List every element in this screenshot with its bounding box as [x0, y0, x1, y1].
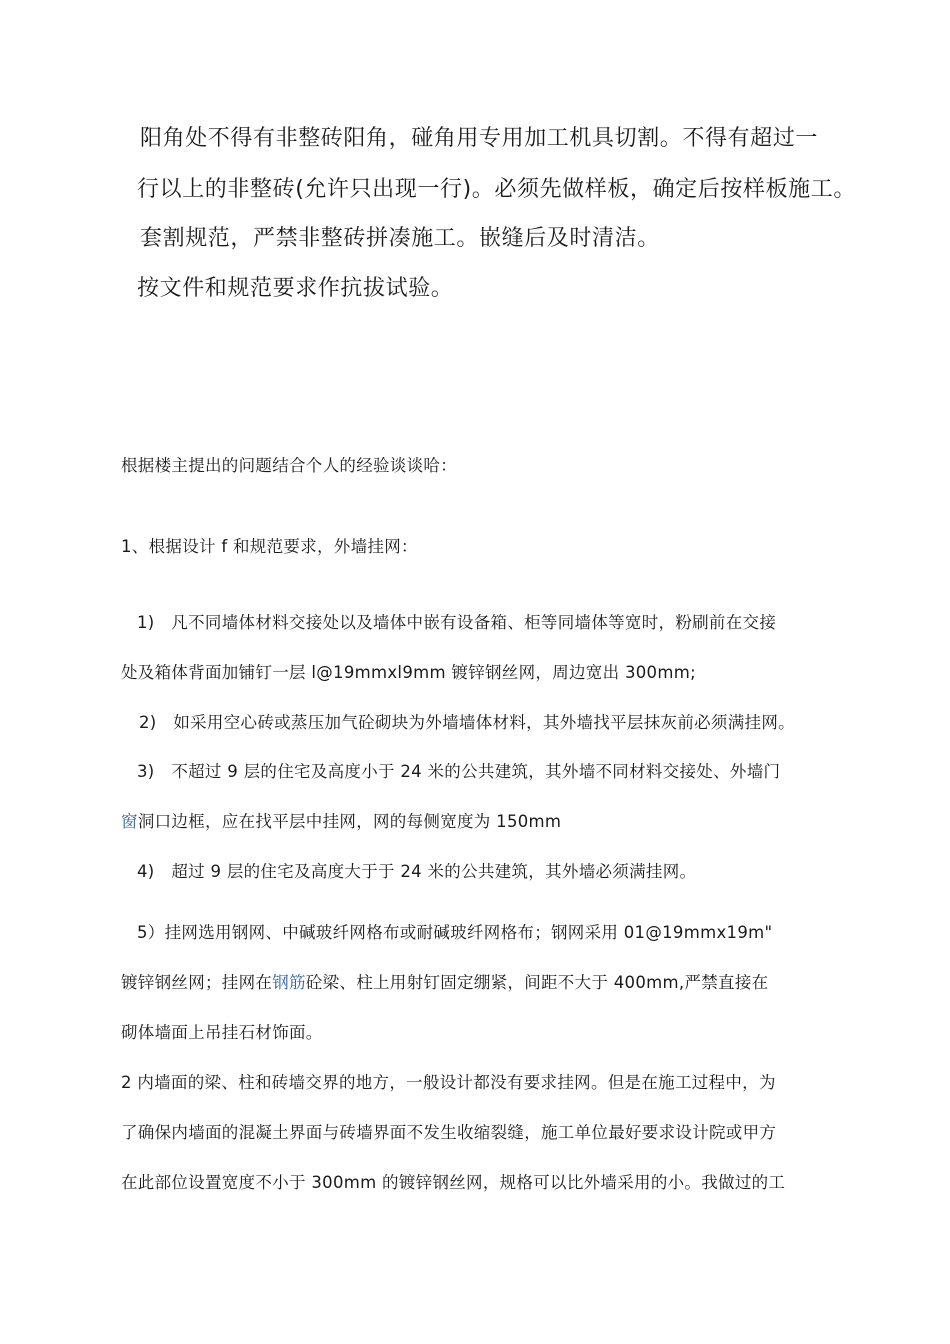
item-1-line-2: 处及箱体背面加铺钉一层 l@19mmxl9mm 镀锌钢丝网，周边宽出 300mm; — [121, 663, 696, 682]
item-5-line-1: 5）挂网选用钢网、中碱玻纤网格布或耐碱玻纤网格布；钢网采用 01@19mmx19m" — [137, 923, 773, 942]
item-2-text: 2) 如采用空心砖或蒸压加气砼砌块为外墙墙体材料，其外墙找平层抹灰前必须满挂网。 — [139, 713, 795, 732]
top-paragraph-line-4: 按文件和规范要求作抗拔试验。 — [137, 276, 454, 301]
item-3-line-2 — [121, 808, 561, 832]
intro-text: 根据楼主提出的问题结合个人的经验谈谈哈： — [121, 456, 457, 475]
item-3-line-2-rest: 洞口边框，应在找平层中挂网，网的每侧宽度为 150mm — [137, 812, 562, 831]
item-5-line-3: 砌体墙面上吊挂石材饰面。 — [121, 1023, 323, 1042]
section-2-line-3: 在此部位设置宽度不小于 300mm 的镀锌钢丝网，规格可以比外墙采用的小。我做过的工 — [121, 1173, 786, 1192]
top-paragraph-line-2: 行以上的非整砖(允许只出现一行)。必须先做样板，确定后按样板施工。 — [137, 177, 856, 202]
top-paragraph-line-3: 套割规范，严禁非整砖拼凑施工。嵌缝后及时清洁。 — [140, 226, 660, 251]
rebar-link[interactable]: 钢筋 — [272, 973, 306, 992]
section-1-heading: 1、根据设计 f 和规范要求，外墙挂网： — [121, 537, 418, 556]
section-2-line-1: 2 内墙面的梁、柱和砖墙交界的地方，一般设计都没有要求挂网。但是在施工过程中，为 — [121, 1073, 776, 1092]
window-link[interactable]: 窗 — [121, 812, 138, 831]
item-5-line-2 — [121, 969, 768, 993]
item-4-text: 4) 超过 9 层的住宅及高度大于于 24 米的公共建筑，其外墙必须满挂网。 — [137, 862, 697, 881]
item-1-line-1: 1) 凡不同墙体材料交接处以及墙体中嵌有设备箱、柜等同墙体等宽时，粉刷前在交接 — [137, 613, 777, 632]
top-paragraph-line-1: 阳角处不得有非整砖阳角，碰角用专用加工机具切割。不得有超过一 — [140, 126, 819, 151]
item-5-line-2-pre: 镀锌钢丝网；挂网在 — [121, 973, 273, 992]
section-2-line-2: 了确保内墙面的混凝土界面与砖墙界面不发生收缩裂缝，施工单位最好要求设计院或甲方 — [121, 1123, 777, 1142]
item-5-line-2-post: 砼梁、柱上用射钉固定绷紧，间距不大于 400mm,严禁直接在 — [305, 973, 769, 992]
item-3-line-1: 3) 不超过 9 层的住宅及高度小于 24 米的公共建筑，其外墙不同材料交接处、外墙门 — [137, 762, 781, 781]
